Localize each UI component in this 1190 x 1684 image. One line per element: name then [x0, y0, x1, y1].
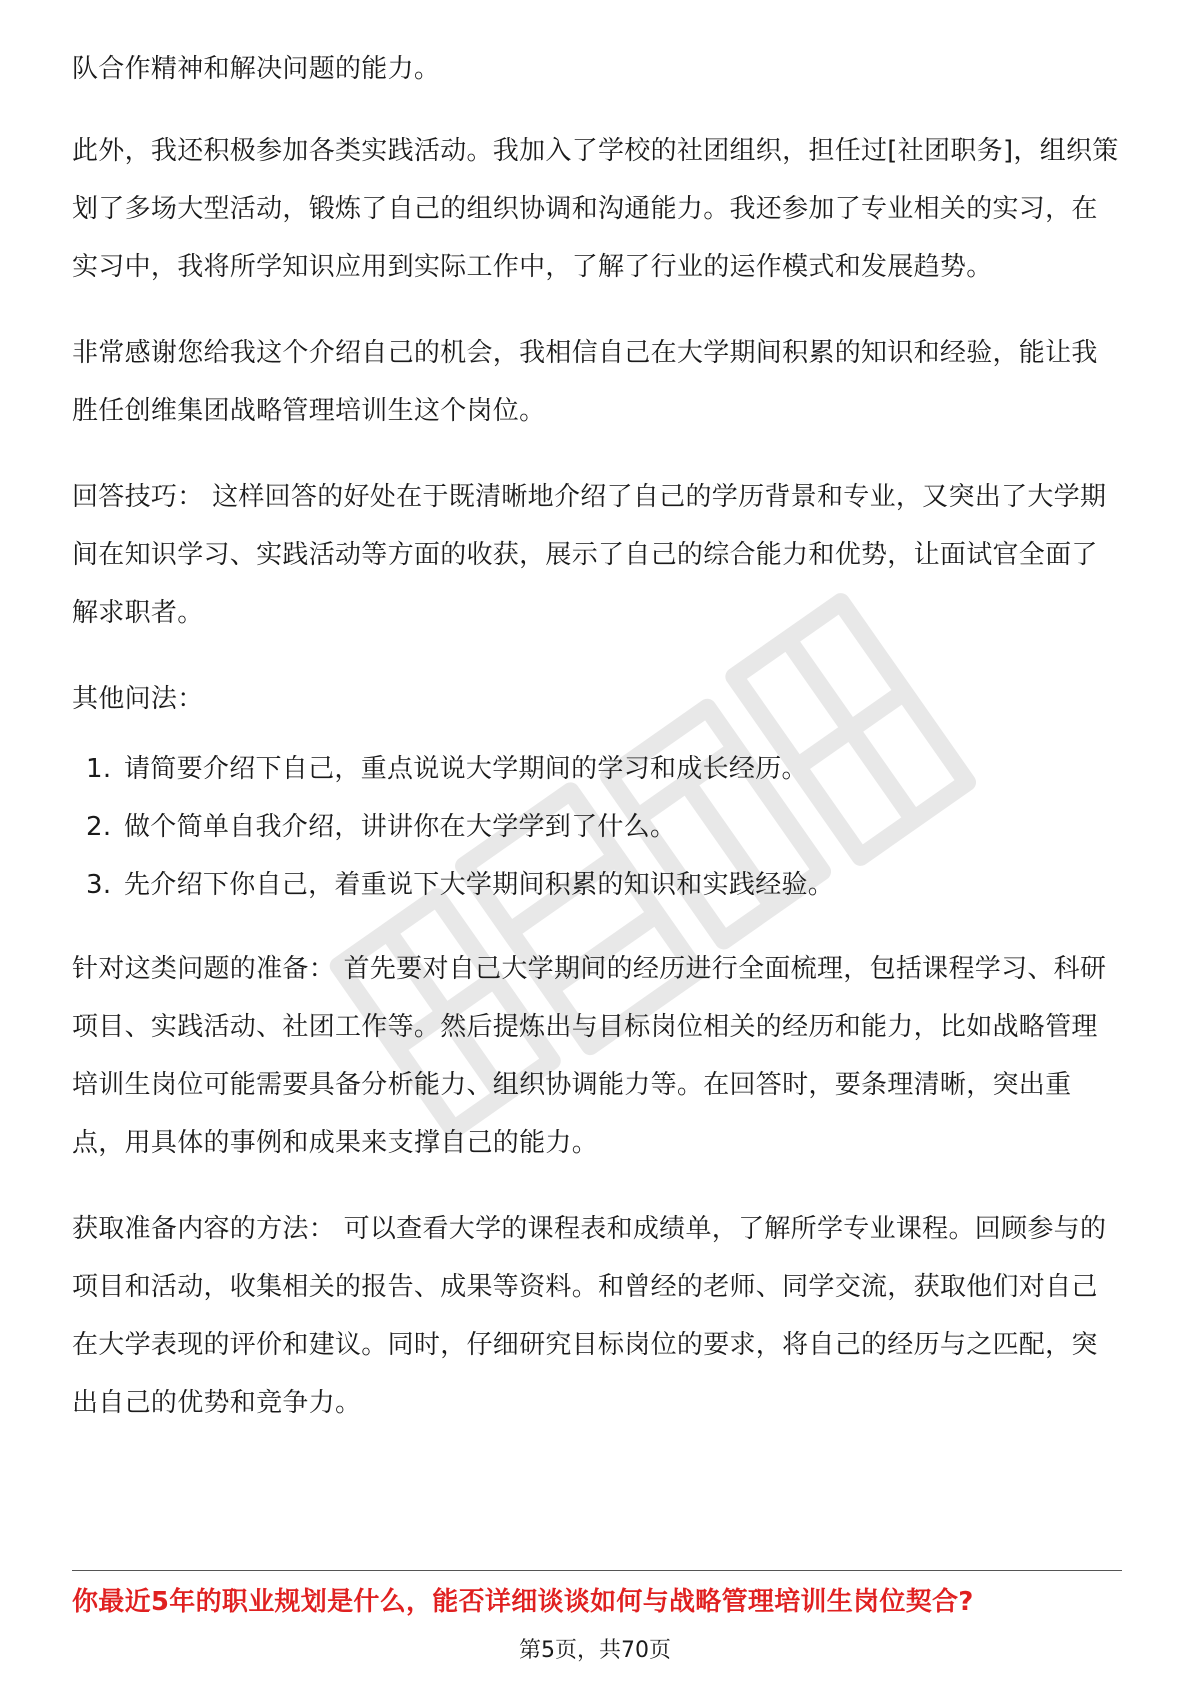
paragraph-thanks: 非常感谢您给我这个介绍自己的机会，我相信自己在大学期间积累的知识和经验，能让我胜任创维集团战略管理培训生这个岗位。 [72, 338, 1098, 426]
list-item [72, 740, 1122, 798]
paragraph-practice-activities: 此外，我还积极参加各类实践活动。我加入了学校的社团组织，担任过[社团职务]，组织策划了多场大型活动，锻炼了自己的组织协调和沟通能力。我还参加了专业相关的实习，在实习中，我将所学知识应用到实际工作中，了解了行业的运作模式和发展趋势。 [72, 136, 1119, 282]
main-content [72, 40, 1122, 1460]
section-divider [72, 1570, 1122, 1571]
list-item-text: 先介绍下你自己，着重说下大学期间积累的知识和实践经验。 [124, 870, 835, 900]
page-number-footer: 第5页，共70页 [519, 1638, 671, 1663]
list-item-number: 3. [86, 870, 112, 900]
list-item-text: 请简要介绍下自己，重点说说大学期间的学习和成长经历。 [124, 754, 808, 784]
paragraph-teamwork-ending: 队合作精神和解决问题的能力。 [72, 54, 441, 84]
list-item-number: 1. [86, 754, 112, 784]
list-item-number: 2. [86, 812, 112, 842]
list-item [72, 856, 1122, 914]
paragraph-answer-tips: 回答技巧： 这样回答的好处在于既清晰地介绍了自己的学历背景和专业，又突出了大学期间在知识学习、实践活动等方面的收获，展示了自己的综合能力和优势，让面试官全面了解求职者。 [72, 482, 1107, 628]
other-questions-list [72, 740, 1122, 914]
list-item-text: 做个简单自我介绍，讲讲你在大学学到了什么。 [124, 812, 677, 842]
next-question-heading: 你最近5年的职业规划是什么，能否详细谈谈如何与战略管理培训生岗位契合? [72, 1587, 974, 1617]
other-questions-heading: 其他问法： [72, 684, 204, 714]
list-item [72, 798, 1122, 856]
paragraph-method: 获取准备内容的方法： 可以查看大学的课程表和成绩单，了解所学专业课程。回顾参与的项目和活动，收集相关的报告、成果等资料。和曾经的老师、同学交流，获取他们对自己在大学表现的评价和建议。同时，仔细研究目标岗位的要求，将自己的经历与之匹配，突出自己的优势和竞争力。 [72, 1214, 1107, 1418]
paragraph-preparation: 针对这类问题的准备： 首先要对自己大学期间的经历进行全面梳理，包括课程学习、科研项目、实践活动、社团工作等。然后提炼出与目标岗位相关的经历和能力，比如战略管理培训生岗位可能需要具备分析能力、组织协调能力等。在回答时，要条理清晰，突出重点，用具体的事例和成果来支撑自己的能力。 [72, 954, 1107, 1158]
